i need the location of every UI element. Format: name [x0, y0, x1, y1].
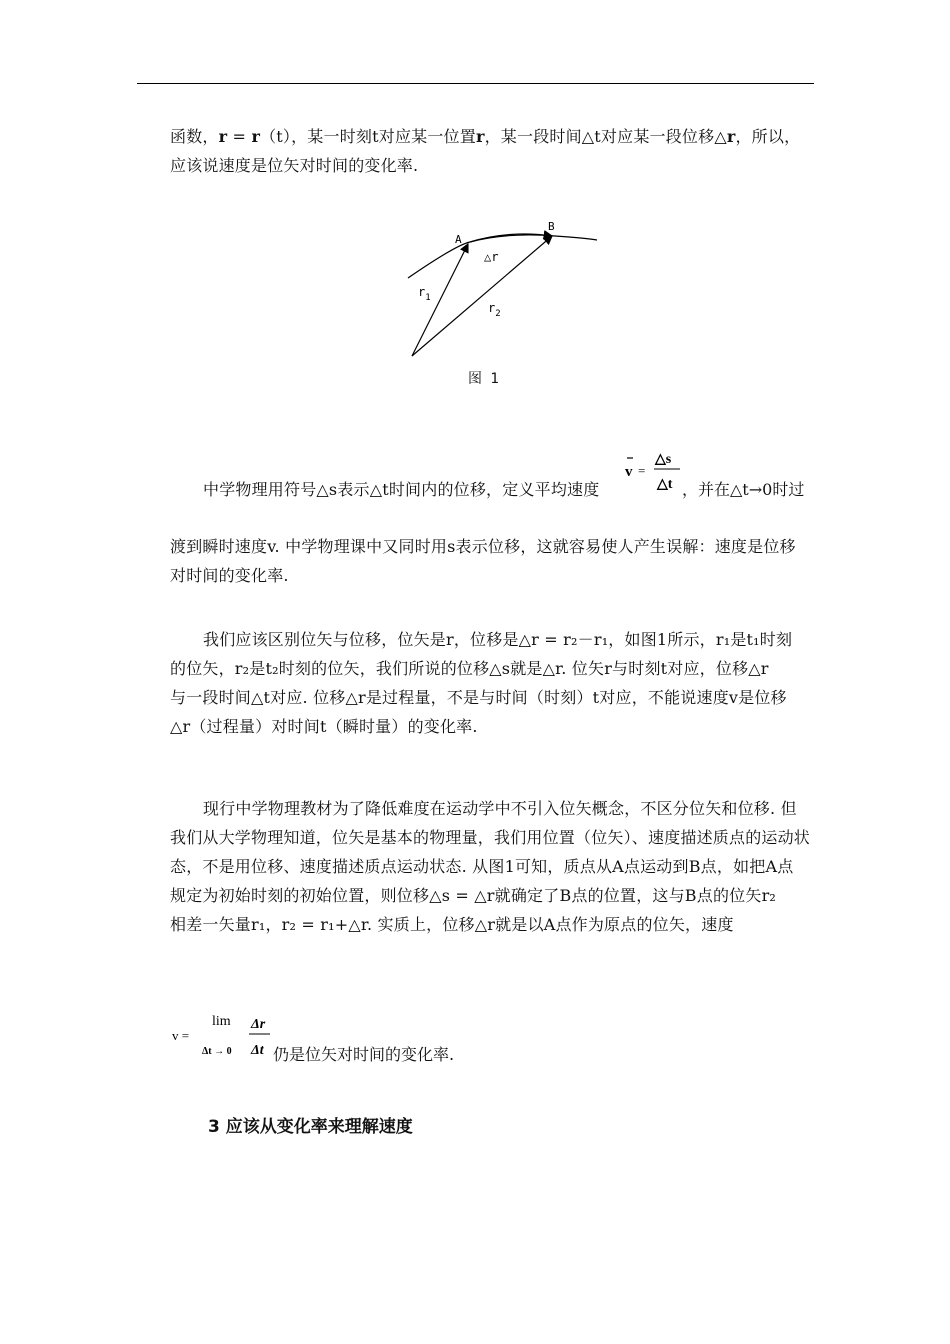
delta-r-label: △r	[484, 250, 499, 264]
paragraph-3: 我们应该区别位矢与位移，位矢是r，位移是△r = r₂－r₁，如图1所示，r₁是t₁时刻 的位矢，r₂是t₂时刻的位矢，我们所说的位移△s就是△r. 位矢r与时刻t对应，位移△r 与一段时间△t对应. 位移△r是过程量，不是与时间（时刻）t对应，不能说速度v是位移 △r（过程量）对时间t（瞬时量）的变化率.	[170, 630, 793, 736]
figure-1-diagram	[400, 216, 610, 391]
vector-r2-arrow	[412, 236, 552, 356]
text: （t），某一时刻t对应某一位置	[260, 127, 476, 146]
point-a-label: A	[455, 233, 462, 246]
average-velocity-formula	[622, 446, 682, 496]
trajectory-curve	[408, 235, 597, 278]
vector-r: r	[218, 127, 228, 146]
svg-text:lim: lim	[212, 1014, 231, 1029]
svg-text:v: v	[625, 464, 633, 480]
instant-velocity-formula	[172, 1010, 272, 1062]
r1-label: $r_1$	[418, 285, 431, 303]
svg-text:=: =	[638, 463, 646, 478]
point-b-label: B	[548, 220, 555, 233]
paragraph-intro	[170, 122, 815, 180]
text: 函数，	[170, 127, 219, 146]
vector-r: r	[726, 127, 736, 146]
figure-caption: 图 1	[468, 371, 499, 387]
svg-text:Δr: Δr	[251, 1017, 266, 1032]
text: =	[227, 127, 252, 146]
vector-r: r	[475, 127, 485, 146]
formula-tail-text: 仍是位矢对时间的变化率.	[273, 1045, 455, 1064]
vector-r1-arrow	[412, 244, 468, 356]
text: ，某一段时间△t对应某一段位移△	[484, 127, 727, 146]
svg-text:△t: △t	[657, 477, 673, 492]
svg-text:Δt → 0: Δt → 0	[202, 1046, 232, 1057]
paragraph-2-line-1-tail: ，并在△t→0时过	[682, 480, 805, 499]
paragraph-2-body: 渡到瞬时速度v. 中学物理课中又同时用s表示位移，这就容易使人产生误解：速度是位移 对时间的变化率.	[170, 537, 796, 585]
section-heading: 3 应该从变化率来理解速度	[208, 1117, 413, 1137]
svg-text:v =: v =	[172, 1028, 190, 1043]
svg-text:△s: △s	[655, 452, 672, 467]
text: ，所以，	[735, 127, 801, 146]
vector-r: r	[251, 127, 261, 146]
r2-label: $r_2$	[488, 301, 501, 319]
paragraph-2-line-1: 中学物理用符号△s表示△t时间内的位移，定义平均速度	[203, 480, 600, 499]
paragraph-4: 现行中学物理教材为了降低难度在运动学中不引入位矢概念，不区分位矢和位移. 但 我们从大学物理知道，位矢是基本的物理量，我们用位置（位矢）、速度描述质点的运动状 态，不是用位移、速度描述质点运动状态. 从图1可知，质点从A点运动到B点，如把A点 规定为初始时刻的初始位置，则位移△s = △r就确定了B点的位置，这与B点的位矢r₂ 相差一矢量r₁，r₂ = r₁+△r. 实质上，位移△r就是以A点作为原点的位矢，速度	[170, 799, 811, 934]
header-rule	[137, 83, 814, 84]
text: 应该说速度是位矢对时间的变化率.	[170, 156, 419, 175]
svg-text:Δt: Δt	[251, 1043, 264, 1058]
